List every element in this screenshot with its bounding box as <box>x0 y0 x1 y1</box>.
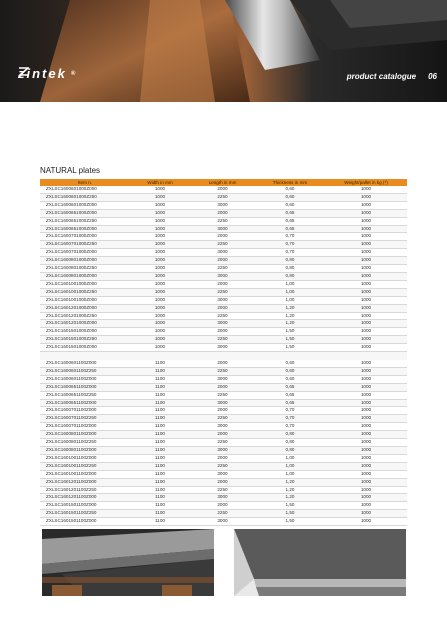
cell-length: 2250 <box>190 510 255 518</box>
cell-item: ZXLSC1600601100Z000 <box>40 375 130 383</box>
cell-length: 2250 <box>190 265 255 273</box>
cell-weight: 1000 <box>325 328 407 336</box>
group-separator <box>40 352 407 361</box>
cell-width: 1000 <box>130 201 190 209</box>
cell-weight: 1000 <box>325 439 407 447</box>
table-row <box>40 186 407 193</box>
section-title: NATURAL plates <box>40 166 101 175</box>
cell-width: 1100 <box>130 502 190 510</box>
photo-plate-corner <box>234 529 406 596</box>
cell-weight: 1000 <box>325 478 407 486</box>
cell-width: 1100 <box>130 399 190 407</box>
cell-width: 1000 <box>130 249 190 257</box>
cell-thickness: 1,50 <box>255 510 325 518</box>
cell-width: 1000 <box>130 186 190 193</box>
cell-weight: 1000 <box>325 272 407 280</box>
cell-weight: 1000 <box>325 470 407 478</box>
cell-length: 2000 <box>190 454 255 462</box>
cell-item: ZXLSC1600801000Z000 <box>40 272 130 280</box>
table-row <box>40 296 407 304</box>
cell-weight: 1000 <box>325 486 407 494</box>
cell-length: 2000 <box>190 233 255 241</box>
catalogue-label: product catalogue <box>346 72 417 81</box>
cell-item: ZXLSC1600651100Z000 <box>40 399 130 407</box>
table-row <box>40 265 407 273</box>
cell-width: 1100 <box>130 486 190 494</box>
table-header-row <box>40 179 407 186</box>
cell-length: 2250 <box>190 217 255 225</box>
cell-weight: 1000 <box>325 304 407 312</box>
cell-thickness: 1,20 <box>255 486 325 494</box>
table-row <box>40 288 407 296</box>
table-row <box>40 312 407 320</box>
table-row <box>40 304 407 312</box>
cell-weight: 1000 <box>325 423 407 431</box>
cell-width: 1100 <box>130 431 190 439</box>
cell-length: 2250 <box>190 312 255 320</box>
cell-item: ZXLSC1601201100Z000 <box>40 478 130 486</box>
cell-weight: 1000 <box>325 462 407 470</box>
cell-thickness: 1,00 <box>255 454 325 462</box>
cell-length: 2000 <box>190 328 255 336</box>
cell-length: 3000 <box>190 470 255 478</box>
cell-weight: 1000 <box>325 186 407 193</box>
cell-item: ZXLSC1601501100Z000 <box>40 518 130 526</box>
cell-length: 2000 <box>190 502 255 510</box>
cell-weight: 1000 <box>325 415 407 423</box>
cell-weight: 1000 <box>325 431 407 439</box>
cell-length: 3000 <box>190 272 255 280</box>
cell-item: ZXLSC1601501100Z250 <box>40 510 130 518</box>
table-row <box>40 510 407 518</box>
zintek-z-icon <box>18 66 29 77</box>
cell-thickness: 0,60 <box>255 360 325 367</box>
cell-width: 1000 <box>130 209 190 217</box>
table-row <box>40 502 407 510</box>
cell-weight: 1000 <box>325 375 407 383</box>
table-row <box>40 217 407 225</box>
cell-width: 1100 <box>130 383 190 391</box>
table-row <box>40 470 407 478</box>
cell-width: 1100 <box>130 510 190 518</box>
cell-weight: 1000 <box>325 344 407 352</box>
cell-weight: 1000 <box>325 502 407 510</box>
table-row <box>40 344 407 352</box>
cell-length: 2250 <box>190 367 255 375</box>
cell-thickness: 1,00 <box>255 470 325 478</box>
cell-length: 3000 <box>190 423 255 431</box>
cell-item: ZXLSC1601201100Z250 <box>40 486 130 494</box>
cell-item: ZXLSC1601001100Z000 <box>40 470 130 478</box>
cell-length: 3000 <box>190 296 255 304</box>
cell-item: ZXLSC1601201000Z250 <box>40 312 130 320</box>
cell-thickness: 1,00 <box>255 462 325 470</box>
cell-thickness: 0,80 <box>255 447 325 455</box>
brand-logo <box>18 66 77 81</box>
cell-weight: 1000 <box>325 257 407 265</box>
table-body <box>40 186 407 526</box>
cell-item: ZXLSC1601001100Z250 <box>40 462 130 470</box>
table-row <box>40 415 407 423</box>
col-item: Item n. <box>40 179 130 186</box>
cell-weight: 1000 <box>325 209 407 217</box>
table-row <box>40 328 407 336</box>
cell-thickness: 0,65 <box>255 399 325 407</box>
cell-width: 1000 <box>130 312 190 320</box>
cell-item: ZXLSC1600701100Z000 <box>40 423 130 431</box>
cell-width: 1100 <box>130 360 190 367</box>
cell-item: ZXLSC1600701000Z250 <box>40 241 130 249</box>
cell-weight: 1000 <box>325 518 407 526</box>
cell-weight: 1000 <box>325 367 407 375</box>
cell-width: 1100 <box>130 518 190 526</box>
cell-length: 2250 <box>190 288 255 296</box>
cell-item: ZXLSC1600701000Z000 <box>40 233 130 241</box>
cell-width: 1000 <box>130 272 190 280</box>
cell-length: 3000 <box>190 399 255 407</box>
cell-weight: 1000 <box>325 280 407 288</box>
cell-width: 1100 <box>130 391 190 399</box>
cell-length: 2000 <box>190 431 255 439</box>
table-row <box>40 462 407 470</box>
table-row <box>40 447 407 455</box>
cell-item: ZXLSC1600801100Z250 <box>40 439 130 447</box>
hero-banner <box>0 0 447 102</box>
col-weight: Weight/pallet in kg (*) <box>325 179 407 186</box>
cell-thickness: 0,70 <box>255 241 325 249</box>
cell-weight: 1000 <box>325 193 407 201</box>
cell-thickness: 1,50 <box>255 336 325 344</box>
cell-item: ZXLSC1600701000Z000 <box>40 249 130 257</box>
cell-item: ZXLSC1600651100Z000 <box>40 383 130 391</box>
table-row <box>40 193 407 201</box>
cell-weight: 1000 <box>325 233 407 241</box>
cell-weight: 1000 <box>325 249 407 257</box>
table-row <box>40 399 407 407</box>
cell-item: ZXLSC1600651000Z250 <box>40 217 130 225</box>
cell-width: 1000 <box>130 193 190 201</box>
cell-item: ZXLSC1600701100Z000 <box>40 407 130 415</box>
table-row <box>40 360 407 367</box>
table-row <box>40 431 407 439</box>
cell-thickness: 0,60 <box>255 201 325 209</box>
table-row <box>40 209 407 217</box>
cell-width: 1000 <box>130 320 190 328</box>
cell-weight: 1000 <box>325 510 407 518</box>
cell-item: ZXLSC1601001000Z000 <box>40 280 130 288</box>
table-row <box>40 478 407 486</box>
plates-table <box>40 179 407 526</box>
cell-length: 2250 <box>190 486 255 494</box>
cell-length: 2000 <box>190 280 255 288</box>
cell-item: ZXLSC1601201000Z000 <box>40 320 130 328</box>
cell-length: 3000 <box>190 447 255 455</box>
cell-thickness: 0,70 <box>255 423 325 431</box>
table-row <box>40 336 407 344</box>
cell-weight: 1000 <box>325 391 407 399</box>
cell-width: 1100 <box>130 478 190 486</box>
cell-width: 1000 <box>130 280 190 288</box>
cell-length: 2000 <box>190 407 255 415</box>
cell-weight: 1000 <box>325 217 407 225</box>
cell-width: 1000 <box>130 241 190 249</box>
brand-name: zintek <box>18 66 67 81</box>
cell-item: ZXLSC1600701100Z250 <box>40 415 130 423</box>
cell-item: ZXLSC1601201000Z000 <box>40 304 130 312</box>
cell-weight: 1000 <box>325 225 407 233</box>
cell-length: 2000 <box>190 209 255 217</box>
table-row <box>40 518 407 526</box>
cell-length: 2000 <box>190 383 255 391</box>
cell-thickness: 0,80 <box>255 439 325 447</box>
cell-thickness: 0,60 <box>255 367 325 375</box>
table-row <box>40 486 407 494</box>
cell-weight: 1000 <box>325 265 407 273</box>
cell-item: ZXLSC1601001100Z000 <box>40 454 130 462</box>
table-row <box>40 407 407 415</box>
table-row <box>40 375 407 383</box>
cell-weight: 1000 <box>325 288 407 296</box>
table-row <box>40 249 407 257</box>
cell-width: 1000 <box>130 233 190 241</box>
cell-thickness: 0,80 <box>255 257 325 265</box>
cell-thickness: 1,20 <box>255 312 325 320</box>
registered-mark: ® <box>70 70 78 77</box>
cell-item: ZXLSC1600651000Z000 <box>40 209 130 217</box>
cell-weight: 1000 <box>325 241 407 249</box>
table-row <box>40 454 407 462</box>
cell-weight: 1000 <box>325 201 407 209</box>
cell-item: ZXLSC1601201100Z000 <box>40 494 130 502</box>
cell-thickness: 1,50 <box>255 344 325 352</box>
cell-length: 2000 <box>190 186 255 193</box>
cell-weight: 1000 <box>325 360 407 367</box>
table-row <box>40 201 407 209</box>
cell-length: 2000 <box>190 360 255 367</box>
cell-length: 2000 <box>190 257 255 265</box>
cell-length: 2250 <box>190 391 255 399</box>
cell-thickness: 0,80 <box>255 265 325 273</box>
table-row <box>40 383 407 391</box>
table-row <box>40 225 407 233</box>
cell-width: 1000 <box>130 265 190 273</box>
cell-item: ZXLSC1600801000Z250 <box>40 265 130 273</box>
cell-width: 1100 <box>130 439 190 447</box>
cell-thickness: 1,20 <box>255 494 325 502</box>
cell-width: 1000 <box>130 225 190 233</box>
cell-width: 1000 <box>130 257 190 265</box>
cell-thickness: 0,60 <box>255 193 325 201</box>
cell-item: ZXLSC1600601000Z000 <box>40 186 130 193</box>
cell-length: 2250 <box>190 415 255 423</box>
cell-width: 1100 <box>130 407 190 415</box>
cell-item: ZXLSC1600601100Z250 <box>40 367 130 375</box>
cell-weight: 1000 <box>325 399 407 407</box>
cell-thickness: 0,70 <box>255 233 325 241</box>
cell-weight: 1000 <box>325 407 407 415</box>
table-row <box>40 391 407 399</box>
table-row <box>40 280 407 288</box>
cell-width: 1100 <box>130 447 190 455</box>
cell-width: 1100 <box>130 423 190 431</box>
cell-length: 2000 <box>190 304 255 312</box>
cell-item: ZXLSC1600801100Z000 <box>40 447 130 455</box>
cell-length: 2250 <box>190 462 255 470</box>
cell-item: ZXLSC1601501000Z000 <box>40 344 130 352</box>
cell-width: 1000 <box>130 336 190 344</box>
cell-width: 1000 <box>130 344 190 352</box>
page-number: 06 <box>428 72 437 81</box>
cell-item: ZXLSC1601001000Z250 <box>40 288 130 296</box>
separator-cell <box>40 352 407 361</box>
cell-width: 1100 <box>130 367 190 375</box>
cell-item: ZXLSC1600651000Z000 <box>40 225 130 233</box>
cell-thickness: 0,70 <box>255 415 325 423</box>
cell-weight: 1000 <box>325 447 407 455</box>
col-thickness: Thickness in mm <box>255 179 325 186</box>
cell-thickness: 1,20 <box>255 304 325 312</box>
cell-width: 1000 <box>130 328 190 336</box>
cell-width: 1000 <box>130 217 190 225</box>
cell-width: 1100 <box>130 494 190 502</box>
photo-stacked-plates <box>42 529 214 596</box>
cell-thickness: 0,80 <box>255 431 325 439</box>
cell-thickness: 1,20 <box>255 478 325 486</box>
cell-item: ZXLSC1600801100Z000 <box>40 431 130 439</box>
table-row <box>40 233 407 241</box>
cell-width: 1100 <box>130 462 190 470</box>
cell-width: 1000 <box>130 288 190 296</box>
cell-length: 3000 <box>190 375 255 383</box>
cell-item: ZXLSC1600601100Z000 <box>40 360 130 367</box>
hero-photo <box>0 0 447 102</box>
cell-thickness: 1,00 <box>255 280 325 288</box>
cell-item: ZXLSC1601001000Z000 <box>40 296 130 304</box>
cell-thickness: 1,00 <box>255 296 325 304</box>
cell-item: ZXLSC1600601000Z000 <box>40 201 130 209</box>
cell-thickness: 0,70 <box>255 249 325 257</box>
cell-length: 2250 <box>190 241 255 249</box>
table-row <box>40 272 407 280</box>
cell-thickness: 0,70 <box>255 407 325 415</box>
table-row <box>40 439 407 447</box>
cell-length: 2250 <box>190 439 255 447</box>
cell-weight: 1000 <box>325 494 407 502</box>
cell-thickness: 1,50 <box>255 328 325 336</box>
catalogue-header <box>347 72 437 81</box>
cell-width: 1000 <box>130 296 190 304</box>
cell-width: 1000 <box>130 304 190 312</box>
cell-width: 1100 <box>130 415 190 423</box>
cell-length: 2250 <box>190 336 255 344</box>
table-row <box>40 257 407 265</box>
cell-width: 1100 <box>130 470 190 478</box>
cell-weight: 1000 <box>325 320 407 328</box>
cell-thickness: 0,80 <box>255 272 325 280</box>
cell-length: 3000 <box>190 518 255 526</box>
cell-item: ZXLSC1600801000Z000 <box>40 257 130 265</box>
table-row <box>40 494 407 502</box>
cell-length: 3000 <box>190 320 255 328</box>
cell-thickness: 1,50 <box>255 518 325 526</box>
cell-item: ZXLSC1600651100Z250 <box>40 391 130 399</box>
cell-length: 3000 <box>190 201 255 209</box>
cell-width: 1100 <box>130 454 190 462</box>
cell-weight: 1000 <box>325 336 407 344</box>
cell-weight: 1000 <box>325 383 407 391</box>
cell-length: 2250 <box>190 193 255 201</box>
table-row <box>40 241 407 249</box>
table-row <box>40 423 407 431</box>
cell-thickness: 0,60 <box>255 375 325 383</box>
cell-thickness: 0,65 <box>255 225 325 233</box>
cell-thickness: 1,50 <box>255 502 325 510</box>
cell-thickness: 1,20 <box>255 320 325 328</box>
cell-length: 3000 <box>190 249 255 257</box>
cell-item: ZXLSC1601501000Z000 <box>40 328 130 336</box>
table-row <box>40 320 407 328</box>
cell-length: 3000 <box>190 344 255 352</box>
cell-length: 2000 <box>190 478 255 486</box>
cell-weight: 1000 <box>325 454 407 462</box>
cell-length: 3000 <box>190 494 255 502</box>
cell-weight: 1000 <box>325 312 407 320</box>
cell-weight: 1000 <box>325 296 407 304</box>
table-row <box>40 367 407 375</box>
cell-thickness: 0,65 <box>255 391 325 399</box>
cell-thickness: 0,60 <box>255 186 325 193</box>
cell-thickness: 0,65 <box>255 209 325 217</box>
cell-thickness: 0,65 <box>255 217 325 225</box>
cell-item: ZXLSC1601501100Z000 <box>40 502 130 510</box>
cell-width: 1100 <box>130 375 190 383</box>
col-width: Width in mm <box>130 179 190 186</box>
cell-length: 3000 <box>190 225 255 233</box>
cell-thickness: 0,65 <box>255 383 325 391</box>
cell-thickness: 1,00 <box>255 288 325 296</box>
col-length: Length in mm <box>190 179 255 186</box>
cell-item: ZXLSC1601501000Z250 <box>40 336 130 344</box>
cell-item: ZXLSC1600601000Z250 <box>40 193 130 201</box>
